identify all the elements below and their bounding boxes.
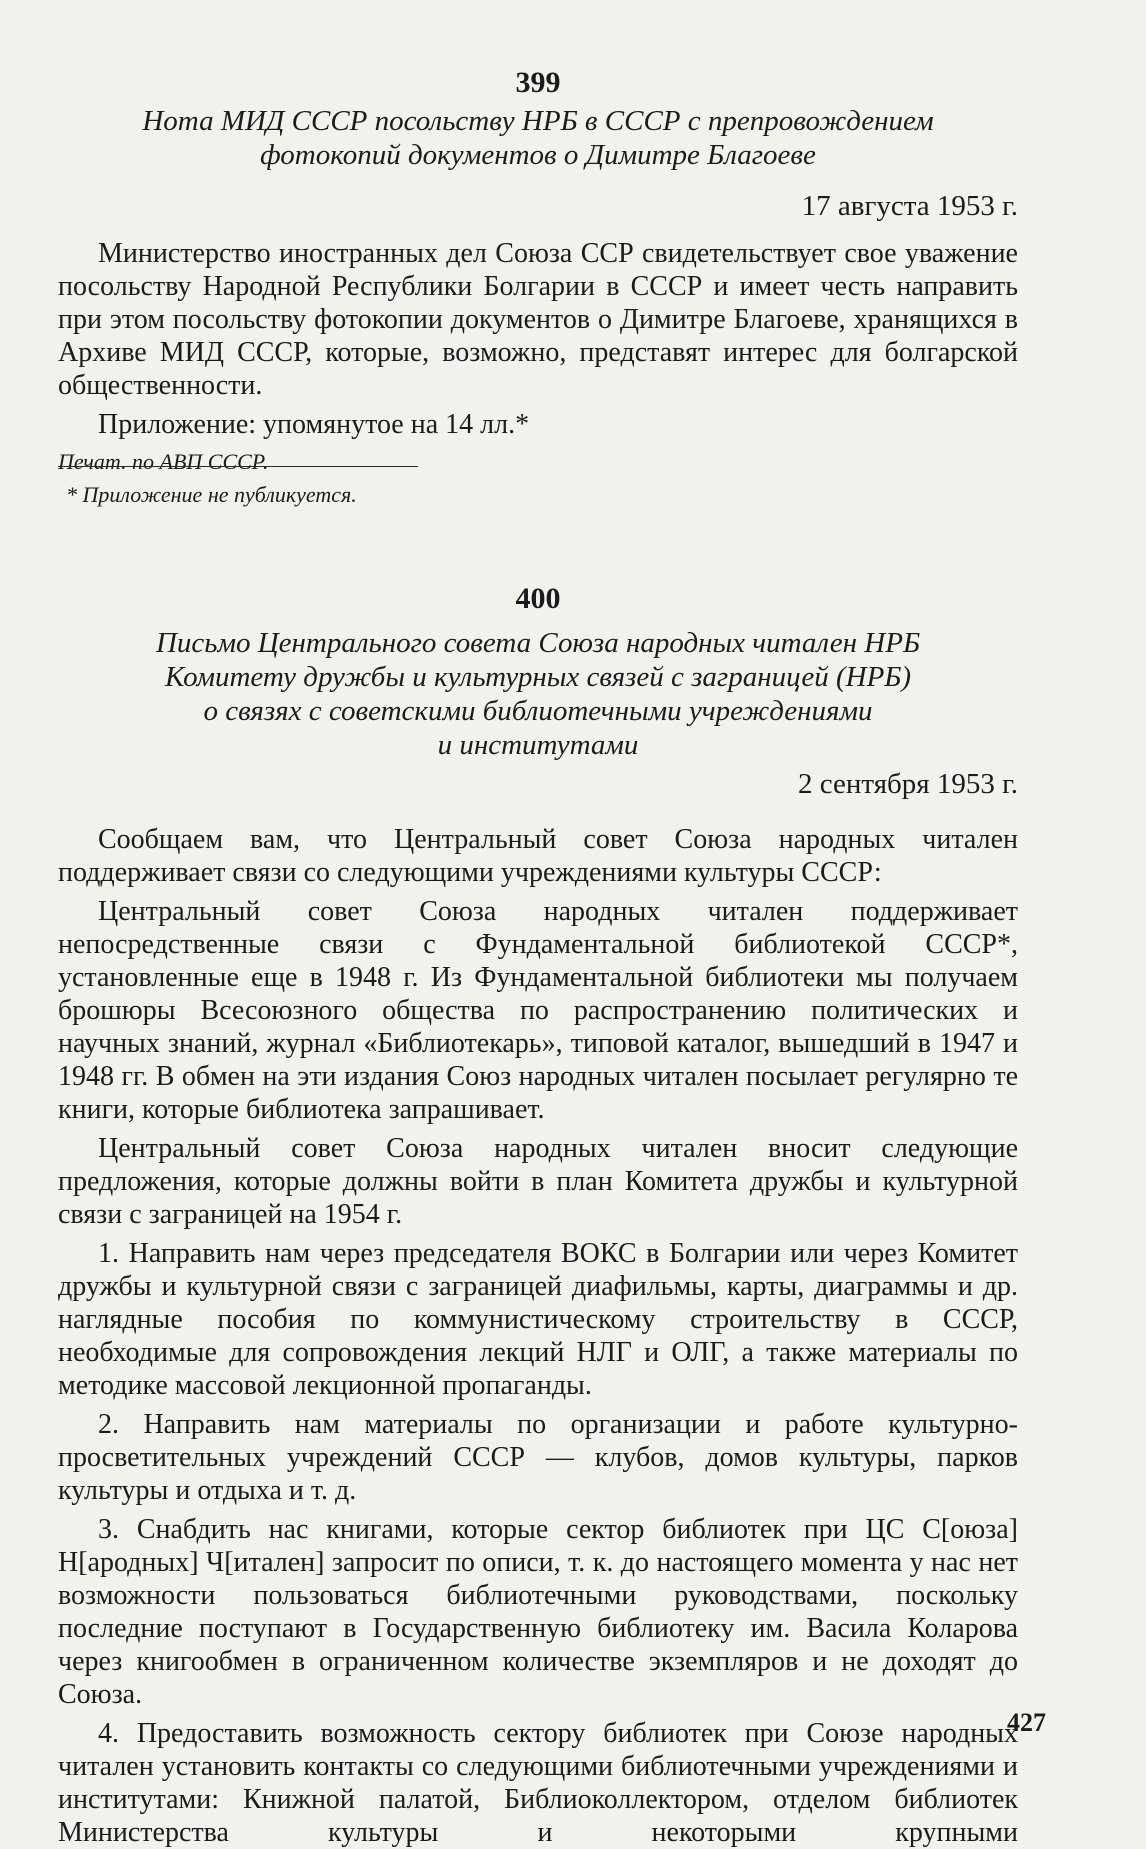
doc-399-number: 399 <box>515 66 561 99</box>
doc-400-title-line: Комитету дружбы и культурных связей с заграницей (НРБ) <box>164 661 912 693</box>
doc-399-footnote: * Приложение не публикуется. <box>66 482 357 507</box>
doc-400-title <box>58 626 1018 762</box>
doc-400-paragraph: 3. Снабдить нас книгами, которые сектор библиотек при ЦС С[оюза] Н[ародных] Ч[итален] запросит по описи, т. к. до настоящего момента у нас нет возможности пользоваться библиотечными руководствами, поскольку последние поступают в Государственную библиотеку им. Васила Коларова через книгообмен в ограниченном количестве экземпляров и не доходят до Союза. <box>58 1514 1018 1710</box>
doc-399 <box>58 66 1018 475</box>
doc-400 <box>58 582 1018 1849</box>
doc-400-date: 2 сентября 1953 г. <box>798 768 1018 800</box>
footnote-divider <box>58 466 418 467</box>
doc-399-source: Печат. по АВП СССР. <box>58 449 269 474</box>
page-number: 427 <box>1007 1708 1046 1737</box>
doc-400-paragraph: 2. Направить нам материалы по организации и работе культурно-просветительных учреждений СССР — клубов, домов культуры, парков культуры и отдыха и т. д. <box>58 1409 1018 1506</box>
doc-400-paragraph: Сообщаем вам, что Центральный совет Союза народных читален поддерживает связи со следующими учреждениями культуры СССР: <box>58 824 1018 888</box>
doc-400-title-line: Письмо Центрального совета Союза народных читален НРБ <box>155 627 921 659</box>
doc-400-paragraph: 1. Направить нам через председателя ВОКС в Болгарии или через Комитет дружбы и культурной связи с заграницей диафильмы, карты, диаграммы и др. наглядные пособия по коммунистическому строительству в СССР, необходимые для сопровождения лекций НЛГ и ОЛГ, а также материалы по методике массовой лекционной пропаганды. <box>58 1238 1018 1401</box>
doc-400-paragraph: Центральный совет Союза народных читален вносит следующие предложения, которые должны войти в план Комитета дружбы и культурной связи с заграницей на 1954 г. <box>58 1133 1018 1230</box>
doc-399-title <box>58 104 1018 172</box>
doc-400-title-line: о связях с советскими библиотечными учреждениями <box>203 695 873 727</box>
doc-399-appendix: Приложение: упомянутое на 14 лл.* <box>98 409 530 440</box>
doc-400-title-line: и институтами <box>437 729 639 761</box>
doc-399-body: Министерство иностранных дел Союза ССР свидетельствует свое уважение посольству Народной Республики Болгарии в СССР и имеет честь направить при этом посольству фотокопии документов о Димитре Благоеве, хранящихся в Архиве МИД СССР, которые, возможно, представят интерес для болгарской общественности. <box>58 238 1018 401</box>
doc-400-paragraph: 4. Предоставить возможность сектору библиотек при Союзе народных читален установить контакты со следующими библиотечными учреждениями и институтами: Книжной палатой, Библиоколлектором, отделом библиотек Министерства культуры и некоторыми крупными <box>58 1718 1018 1848</box>
doc-400-paragraph: Центральный совет Союза народных читален поддерживает непосредственные связи с Фундаментальной библиотекой СССР*, установленные еще в 1948 г. Из Фундаментальной библиотеки мы получаем брошюры Всесоюзного общества по распространению политических и научных знаний, журнал «Библиотекарь», типовой каталог, вышедший в 1947 и 1948 гг. В обмен на эти издания Союз народных читален посылает регулярно те книги, которые библиотека запрашивает. <box>58 896 1018 1125</box>
doc-400-body <box>58 823 1018 1849</box>
doc-399-date: 17 августа 1953 г. <box>801 190 1018 222</box>
doc-400-number: 400 <box>515 582 561 615</box>
doc-399-title-line: фотокопий документов о Димитре Благоеве <box>260 139 816 171</box>
doc-399-title-line: Нота МИД СССР посольству НРБ в СССР с препровождением <box>142 105 934 137</box>
